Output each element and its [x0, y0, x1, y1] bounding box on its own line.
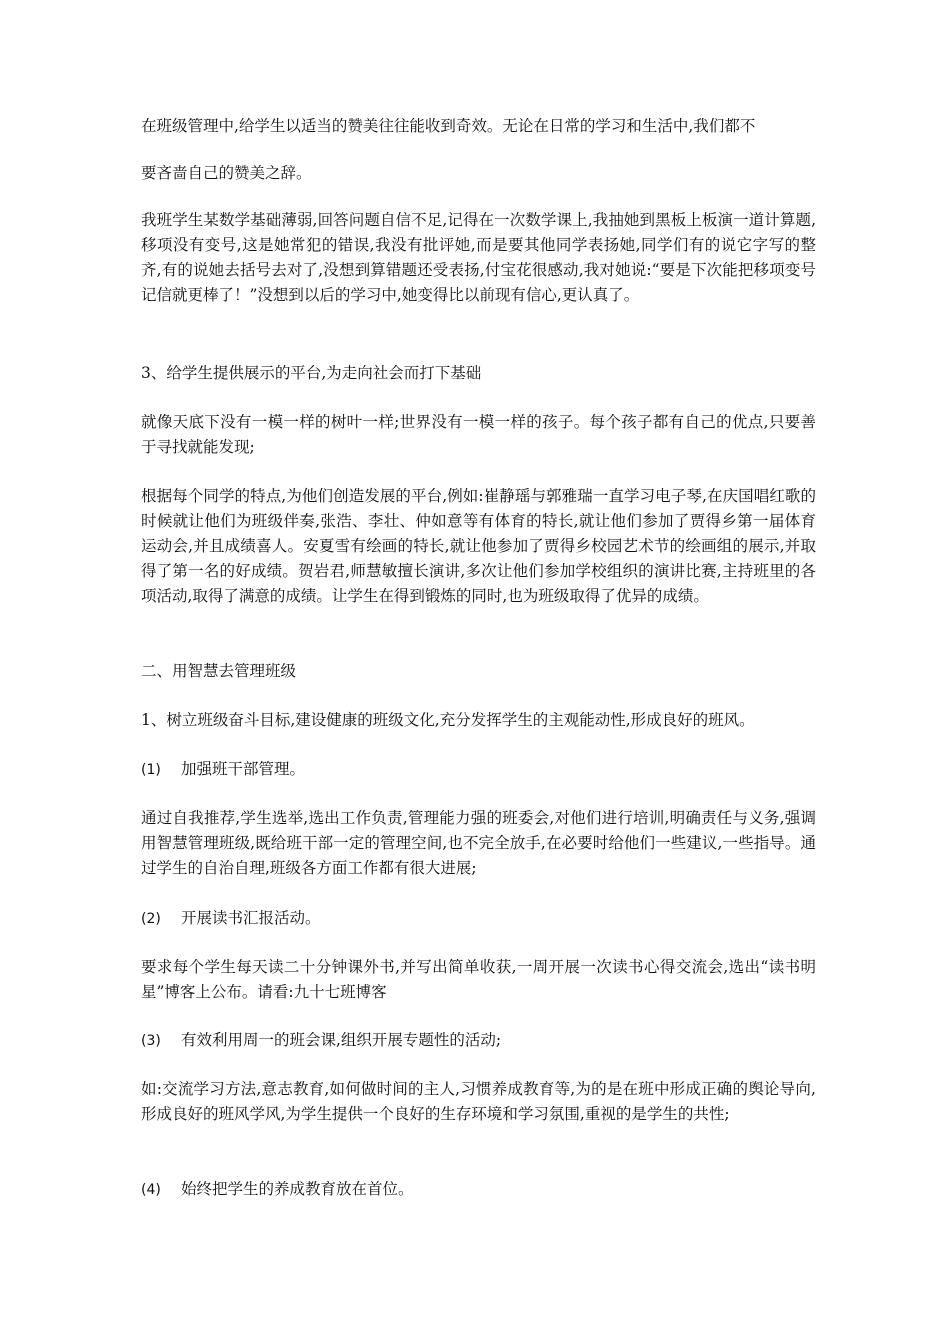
item-number: (2)	[141, 911, 161, 927]
paragraph-topics: 如:交流学习方法,意志教育,如何做时间的主人,习惯养成教育等,为的是在班中形成正确的舆论导向,形成良好的班风学风,为学生提供一个良好的生存环境和学习氛围,重视的是学生的共性;	[141, 1080, 816, 1123]
numbered-item-2	[141, 906, 841, 932]
paragraph-praise-2: 要吝啬自己的赞美之辞。	[141, 164, 312, 182]
paragraph-math-story: 我班学生某数学基础薄弱,回答问题自信不足,记得在一次数学课上,我抽她到黑板上板演一道计算题,移项没有变号,这是她常犯的错误,我没有批评她,而是要其他同学表扬她,同学们有的说它字写的整齐,有的说她去括号去对了,没想到算错题还受表扬,付宝花很感动,我对她说:“要是下次能把移项变号记信就更棒了！”没想到以后的学习中,她变得比以前现有信心,更认真了。	[141, 211, 816, 304]
paragraph-class-committee: 通过自我推荐,学生选举,选出工作负责,管理能力强的班委会,对他们进行培训,明确责任与义务,强调用智慧管理班级,既给班干部一定的管理空间,也不完全放手,在必要时给他们一些建议,一些指导。通过学生的自治自理,班级各方面工作都有很大进展;	[141, 809, 816, 877]
paragraph-talents: 根据每个同学的特点,为他们创造发展的平台,例如:崔静瑶与郭雅瑞一直学习电子琴,在庆国唱红歌的时候就让他们为班级伴奏,张浩、李壮、仲如意等有体育的特长,就让他们参加了贾得乡第一届体育运动会,并且成绩喜人。安夏雪有绘画的特长,就让他参加了贾得乡校园艺术节的绘画组的展示,并取得了第一名的好成绩。贺岩君,师慧敏擅长演讲,多次让他们参加学校组织的演讲比赛,主持班里的各项活动,取得了满意的成绩。让学生在得到锻炼的同时,也为班级取得了优异的成绩。	[141, 487, 816, 605]
numbered-item-3	[141, 1028, 841, 1054]
item-text: 有效利用周一的班会课,组织开展专题性的活动;	[181, 1031, 502, 1049]
heading-platform: 3、给学生提供展示的平台,为走向社会而打下基础	[141, 364, 482, 382]
paragraph-leaves: 就像天底下没有一模一样的树叶一样;世界没有一模一样的孩子。每个孩子都有自己的优点,只要善于寻找就能发现;	[141, 413, 816, 456]
item-text: 始终把学生的养成教育放在首位。	[181, 1180, 414, 1198]
item-number: (3)	[141, 1033, 161, 1049]
item-text: 加强班干部管理。	[181, 760, 306, 778]
item-number: (1)	[141, 762, 161, 778]
numbered-item-1	[141, 757, 841, 783]
numbered-item-4	[141, 1177, 841, 1203]
heading-goal: 1、树立班级奋斗目标,建设健康的班级文化,充分发挥学生的主观能动性,形成良好的班风。	[141, 711, 755, 729]
paragraph-reading: 要求每个学生每天读二十分钟课外书,并写出简单收获,一周开展一次读书心得交流会,选出“读书明星”博客上公布。请看:九十七班博客	[141, 958, 816, 1001]
paragraph-praise-1: 在班级管理中,给学生以适当的赞美往往能收到奇效。无论在日常的学习和生活中,我们都不	[141, 117, 756, 135]
item-number: (4)	[141, 1182, 161, 1198]
item-text: 开展读书汇报活动。	[181, 909, 321, 927]
heading-wisdom: 二、用智慧去管理班级	[141, 662, 297, 680]
